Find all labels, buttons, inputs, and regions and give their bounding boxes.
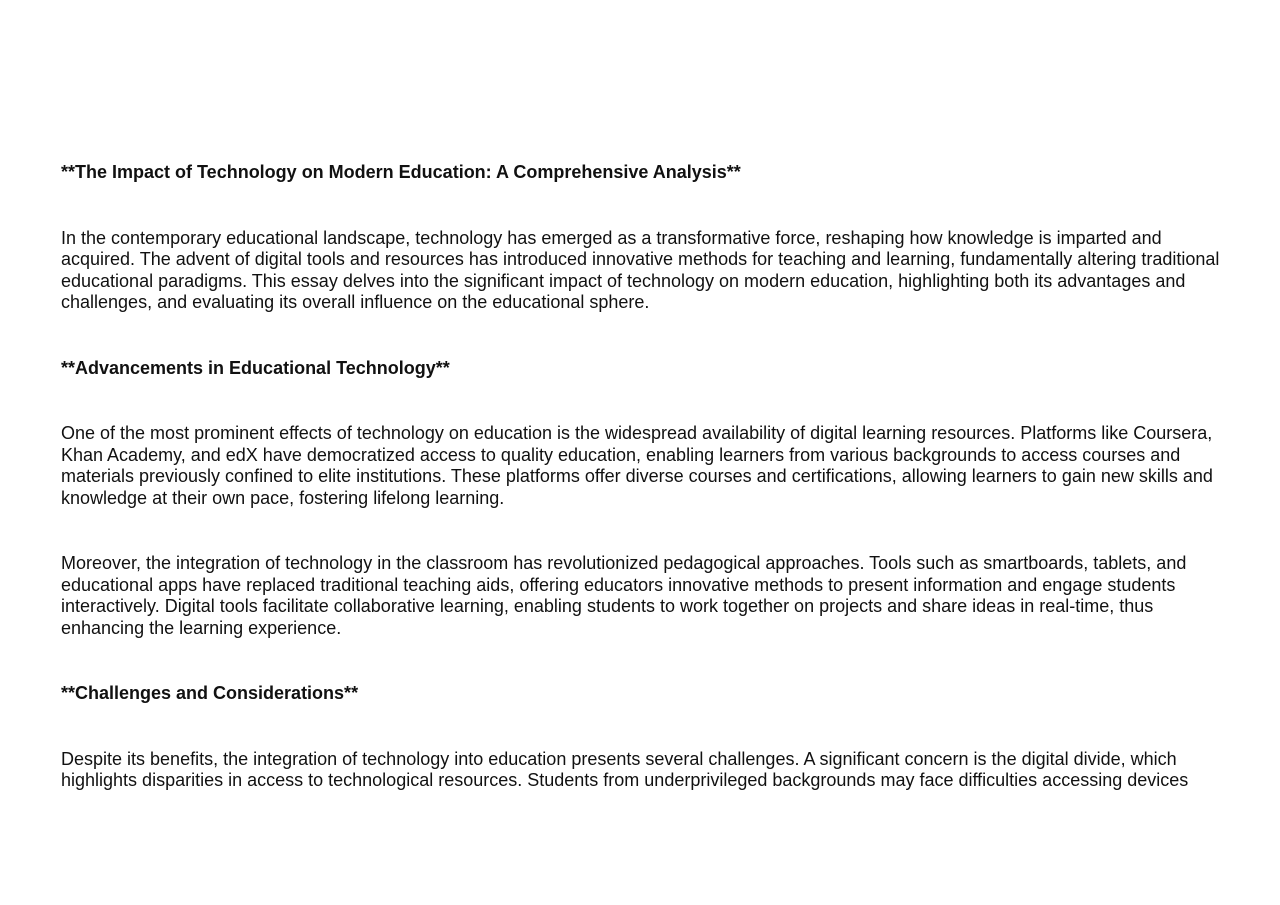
advancements-paragraph-2: Moreover, the integration of technology in the classroom has revolutionized pedagogical approaches. Tools such as smartboards, tablets, and educational apps have replaced traditional teaching aids, offering educators innovative methods to present information and engage students interactively. Digital tools facilitate collaborative learning, enabling students to work together on projects and share ideas in real-time, thus enhancing the learning experience. (61, 553, 1187, 638)
spacer (61, 184, 1231, 228)
spacer (61, 314, 1231, 358)
spacer (61, 705, 1231, 749)
section-heading-challenges: **Challenges and Considerations** (61, 683, 359, 703)
section-heading-advancements: **Advancements in Educational Technology** (61, 357, 450, 378)
spacer (61, 379, 1231, 423)
spacer (61, 639, 1231, 683)
advancements-paragraph-1: One of the most prominent effects of technology on education is the widespread availability of digital learning resources. Platforms like Coursera, Khan Academy, and edX have democratized access to quality education, enabling learners from various backgrounds to access courses and materials previously confined to elite institutions. These platforms offer diverse courses and certifications, allowing learners to gain new skills and knowledge at their own pace, fostering lifelong learning. (61, 423, 1213, 508)
document-page (61, 162, 1231, 792)
document-title: **The Impact of Technology on Modern Education: A Comprehensive Analysis** (61, 162, 741, 182)
challenges-paragraph: Despite its benefits, the integration of technology into education presents several challenges. A significant concern is the digital divide, which highlights disparities in access to technological resources. Students from underprivileged backgrounds may face difficulties accessing devices (61, 748, 1189, 790)
intro-paragraph: In the contemporary educational landscape, technology has emerged as a transformative force, reshaping how knowledge is imparted and acquired. The advent of digital tools and resources has introduced innovative methods for teaching and learning, fundamentally altering traditional educational paradigms. This essay delves into the significant impact of technology on modern education, highlighting both its advantages and challenges, and evaluating its overall influence on the educational sphere. (61, 227, 1220, 312)
spacer (61, 509, 1231, 553)
